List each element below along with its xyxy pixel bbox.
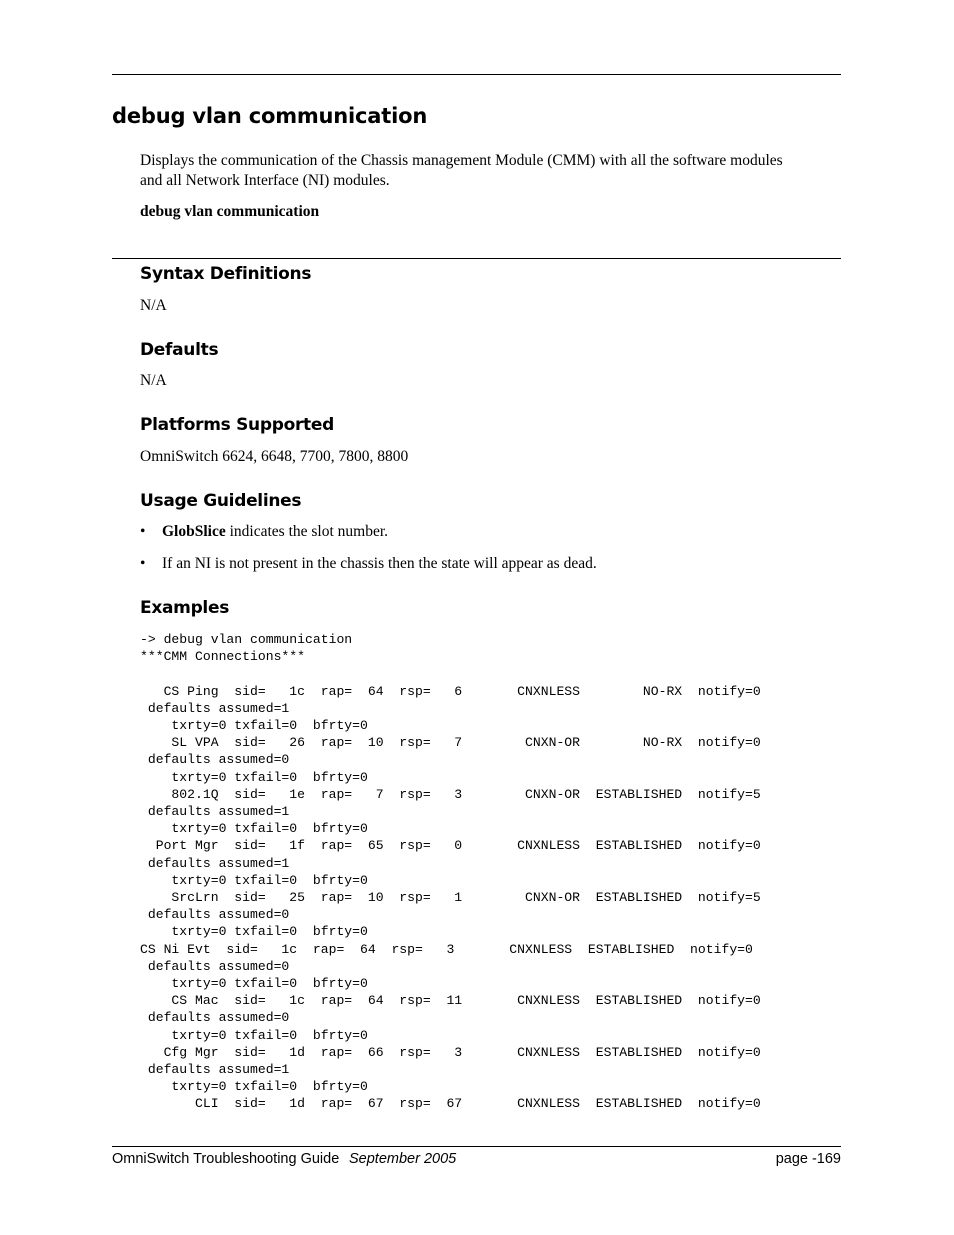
example-line: defaults assumed=1 (140, 700, 290, 716)
example-line: SL VPA sid= 26 rap= 10 rsp= 7 CNXN-OR NO-RX notify=0 (140, 735, 761, 751)
example-line: defaults assumed=1 (140, 1062, 290, 1078)
example-line: ***CMM Connections*** (140, 649, 306, 665)
example-line: txrty=0 txfail=0 bfrty=0 (140, 924, 368, 940)
syntax-definitions-heading: Syntax Definitions (140, 264, 312, 284)
example-line: CS Mac sid= 1c rap= 64 rsp= 11 CNXNLESS ESTABLISHED notify=0 (140, 993, 761, 1009)
platforms-heading: Platforms Supported (140, 415, 334, 435)
example-line: txrty=0 txfail=0 bfrty=0 (140, 718, 368, 734)
bullet-description: indicates the slot number. (225, 523, 389, 540)
platforms-text: OmniSwitch 6624, 6648, 7700, 7800, 8800 (140, 448, 409, 465)
example-line: txrty=0 txfail=0 bfrty=0 (140, 769, 368, 785)
syntax-definitions-text: N/A (140, 297, 167, 314)
command-syntax: debug vlan communication (140, 203, 320, 220)
page-title: debug vlan communication (112, 104, 428, 128)
example-line: defaults assumed=0 (140, 907, 290, 923)
description-line-1: Displays the communication of the Chassis management Module (CMM) with all the software modules (140, 152, 783, 169)
example-line: Cfg Mgr sid= 1d rap= 66 rsp= 3 CNXNLESS ESTABLISHED notify=0 (140, 1044, 761, 1060)
bullet-icon: • (140, 555, 146, 572)
example-line: Port Mgr sid= 1f rap= 65 rsp= 0 CNXNLESS ESTABLISHED notify=0 (140, 838, 761, 854)
footer-date: September 2005 (349, 1151, 457, 1167)
bullet-text (162, 523, 388, 541)
example-line: -> debug vlan communication (140, 632, 353, 647)
example-output (140, 631, 761, 1113)
example-line: SrcLrn sid= 25 rap= 10 rsp= 1 CNXN-OR ESTABLISHED notify=5 (140, 890, 761, 906)
example-line: txrty=0 txfail=0 bfrty=0 (140, 1027, 368, 1043)
example-line: CS Ni Evt sid= 1c rap= 64 rsp= 3 CNXNLESS ESTABLISHED notify=0 (140, 941, 753, 957)
example-line: defaults assumed=0 (140, 752, 290, 768)
usage-guidelines-heading: Usage Guidelines (140, 491, 302, 511)
defaults-heading: Defaults (140, 340, 219, 360)
top-rule (112, 74, 841, 75)
example-line: CLI sid= 1d rap= 67 rsp= 67 CNXNLESS ESTABLISHED notify=0 (140, 1096, 761, 1112)
example-line: txrty=0 txfail=0 bfrty=0 (140, 872, 368, 888)
example-line: defaults assumed=0 (140, 958, 290, 974)
example-line: CS Ping sid= 1c rap= 64 rsp= 6 CNXNLESS NO-RX notify=0 (140, 683, 761, 699)
footer-rule (112, 1146, 841, 1147)
examples-heading: Examples (140, 598, 230, 618)
example-line: txrty=0 txfail=0 bfrty=0 (140, 976, 368, 992)
example-line: txrty=0 txfail=0 bfrty=0 (140, 821, 368, 837)
bullet-description: If an NI is not present in the chassis then the state will appear as dead. (162, 555, 597, 572)
example-line: 802.1Q sid= 1e rap= 7 rsp= 3 CNXN-OR ESTABLISHED notify=5 (140, 786, 761, 802)
defaults-text: N/A (140, 372, 167, 389)
section-rule (112, 258, 841, 259)
bullet-term: GlobSlice (162, 523, 226, 540)
footer-guide-title: OmniSwitch Troubleshooting Guide (112, 1151, 340, 1167)
bullet-icon: • (140, 523, 146, 540)
example-line: defaults assumed=1 (140, 804, 290, 820)
example-line: defaults assumed=1 (140, 855, 290, 871)
example-line: defaults assumed=0 (140, 1010, 290, 1026)
footer-page-number: page -169 (775, 1151, 841, 1167)
example-line: txrty=0 txfail=0 bfrty=0 (140, 1079, 368, 1095)
description-line-2: and all Network Interface (NI) modules. (140, 172, 390, 189)
